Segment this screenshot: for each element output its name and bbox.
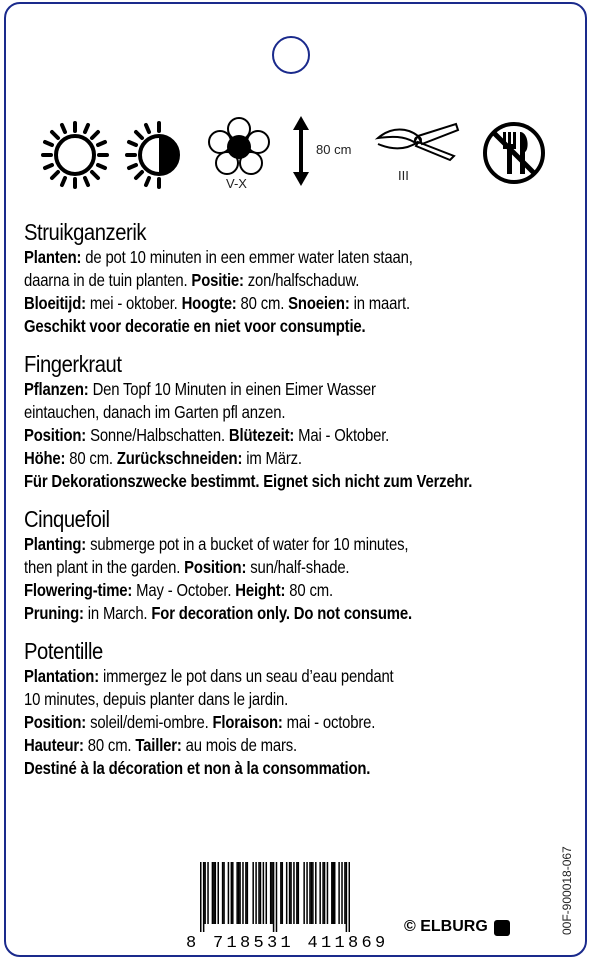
bold-label: Höhe: — [24, 448, 66, 468]
text-run: immergez le pot dans un seau d’eau pendant — [98, 666, 394, 686]
barcode-bar — [207, 862, 209, 924]
barcode-bar — [296, 862, 298, 924]
text-run: then plant in the garden. — [24, 557, 185, 577]
barcode-bar — [293, 862, 295, 924]
barcode — [186, 862, 389, 953]
bold-label: Plantation: — [24, 666, 99, 686]
barcode-bar — [312, 862, 314, 924]
text-run: in maart. — [349, 293, 410, 313]
text-run: sun/half-shade. — [246, 557, 350, 577]
flower-icon — [207, 116, 271, 176]
text-line — [24, 315, 500, 338]
text-run: Den Topf 10 Minuten in einen Eimer Wasser — [88, 379, 376, 399]
barcode-bar — [303, 862, 305, 924]
text-run: submerge pot in a bucket of water for 10 minutes, — [86, 534, 409, 554]
text-line — [24, 533, 500, 556]
bold-label: Positie: — [191, 270, 244, 290]
barcode-bar — [255, 862, 257, 924]
barcode-bar — [333, 862, 335, 924]
barcode-bar — [200, 862, 202, 932]
care-icons-row — [0, 110, 591, 200]
height-arrow-icon — [292, 116, 310, 186]
barcode-bar — [236, 862, 238, 924]
bold-label: For decoration only. Do not consume. — [151, 603, 412, 623]
text-run: im März. — [242, 448, 302, 468]
bold-label: Planting: — [24, 534, 87, 554]
barcode-bar — [203, 862, 205, 932]
barcode-bar — [309, 862, 311, 924]
text-line — [24, 292, 500, 315]
barcode-bar — [258, 862, 260, 924]
bold-label: Tailler: — [135, 735, 182, 755]
not-edible-icon — [481, 120, 547, 186]
barcode-bar — [273, 862, 275, 932]
barcode-bar — [327, 862, 329, 924]
barcode-bar — [213, 862, 215, 924]
barcode-bar — [215, 862, 217, 924]
bold-label: Blütezeit: — [228, 425, 295, 445]
barcode-bar — [334, 862, 336, 924]
barcode-bar — [322, 862, 324, 924]
text-line — [24, 556, 500, 579]
barcode-bar — [217, 862, 219, 924]
barcode-bar — [289, 862, 291, 924]
text-run: au mois de mars. — [181, 735, 298, 755]
product-code: 00F-900018-067 — [560, 846, 574, 935]
bold-label: Height: — [235, 580, 286, 600]
section-title: Cinquefoil — [24, 506, 110, 532]
bold-label: Position: — [24, 425, 87, 445]
barcode-bar — [252, 862, 254, 924]
barcode-bar — [341, 862, 343, 924]
barcode-bar — [271, 862, 273, 924]
text-run: 80 cm. — [236, 293, 289, 313]
barcode-bar — [239, 862, 241, 924]
text-run: May - October. — [132, 580, 236, 600]
barcode-bar — [286, 862, 288, 924]
text-line — [24, 401, 500, 424]
text-line — [24, 688, 500, 711]
bold-label: Position: — [24, 712, 87, 732]
text-line — [24, 424, 500, 447]
barcode-bar — [247, 862, 249, 924]
bold-label: Geschikt voor decoratie en niet voor consumptie. — [24, 316, 366, 336]
text-run: 80 cm. — [65, 448, 117, 468]
barcode-bar — [298, 862, 300, 924]
barcode-bar — [231, 862, 233, 924]
full-sun-icon — [40, 120, 110, 190]
barcode-bar — [338, 862, 340, 924]
barcode-bar — [242, 862, 244, 924]
pruning-shears-icon — [374, 120, 460, 162]
text-run: soleil/demi-ombre. — [86, 712, 213, 732]
hanging-hole — [272, 36, 310, 74]
text-run: Sonne/Halbschatten. — [86, 425, 229, 445]
barcode-bar — [238, 862, 240, 924]
barcode-bar — [270, 862, 272, 924]
height-caption: 80 cm — [316, 142, 352, 157]
bold-label: Position: — [184, 557, 247, 577]
text-line — [24, 734, 500, 757]
barcode-bar — [212, 862, 214, 924]
bold-label: Für Dekorationszwecke bestimmt. Eignet sich nicht zum Verzehr. — [24, 471, 473, 491]
barcode-bar — [232, 862, 234, 924]
pruning-month-caption: III — [398, 168, 409, 183]
barcode-bar — [263, 862, 265, 924]
text-run: de pot 10 minuten in een emmer water laten staan, — [81, 247, 413, 267]
barcode-bar — [315, 862, 317, 924]
section-title: Fingerkraut — [24, 351, 122, 377]
text-run: daarna in de tuin planten. — [24, 270, 192, 290]
barcode-bar — [324, 862, 326, 924]
text-run: eintauchen, danach im Garten pfl anzen. — [24, 402, 286, 422]
text-line — [24, 246, 500, 269]
barcode-bar — [346, 862, 348, 932]
barcode-bar — [280, 862, 282, 924]
text-line — [24, 470, 500, 493]
flowering-months-caption: V-X — [226, 176, 247, 191]
bold-label: Hoogte: — [181, 293, 237, 313]
section-german — [24, 350, 584, 493]
bold-label: Snoeien: — [288, 293, 350, 313]
barcode-bar — [331, 862, 333, 924]
barcode-bar — [349, 862, 350, 932]
bold-label: Floraison: — [212, 712, 283, 732]
text-run: 80 cm. — [285, 580, 333, 600]
barcode-bar — [222, 862, 224, 924]
text-line — [24, 711, 500, 734]
text-run: Mai - Oktober. — [294, 425, 390, 445]
section-dutch — [24, 218, 584, 338]
bold-label: Pflanzen: — [24, 379, 89, 399]
text-line — [24, 665, 500, 688]
text-line — [24, 602, 500, 625]
text-run: zon/halfschaduw. — [243, 270, 360, 290]
text-run: mai - octobre. — [282, 712, 376, 732]
section-english — [24, 505, 584, 625]
barcode-bar — [276, 862, 278, 932]
barcode-bar — [260, 862, 262, 924]
barcode-bar — [282, 862, 284, 924]
barcode-bar — [245, 862, 247, 924]
barcode-bar — [266, 862, 268, 924]
brand-logo: © ELBURG — [404, 918, 488, 935]
text-line — [24, 447, 500, 470]
barcode-bar — [223, 862, 225, 924]
bold-label: Planten: — [24, 247, 82, 267]
barcode-number: 8 718531 411869 — [186, 934, 389, 953]
bold-label: Flowering-time: — [24, 580, 133, 600]
brand-mark-icon — [494, 920, 510, 936]
text-line — [24, 579, 500, 602]
text-run: 80 cm. — [83, 735, 136, 755]
barcode-bar — [306, 862, 308, 924]
section-title: Struikganzerik — [24, 219, 147, 245]
text-line — [24, 269, 500, 292]
barcode-bar — [228, 862, 230, 924]
text-run: mei - oktober. — [85, 293, 182, 313]
half-shade-icon — [124, 120, 194, 190]
barcode-bar — [204, 862, 206, 924]
barcode-bar — [344, 862, 346, 924]
bold-label: Destiné à la décoration et non à la consommation. — [24, 758, 371, 778]
barcode-bar — [290, 862, 292, 924]
section-french — [24, 637, 584, 780]
barcode-bar — [319, 862, 321, 924]
care-instructions — [24, 218, 584, 792]
bold-label: Zurückschneiden: — [116, 448, 243, 468]
text-run: in March. — [83, 603, 152, 623]
bold-label: Hauteur: — [24, 735, 84, 755]
text-line — [24, 757, 500, 780]
section-title: Potentille — [24, 638, 103, 664]
text-run: 10 minutes, depuis planter dans le jardin. — [24, 689, 289, 709]
barcode-bar — [311, 862, 313, 924]
bold-label: Pruning: — [24, 603, 84, 623]
bold-label: Bloeitijd: — [24, 293, 86, 313]
text-line — [24, 378, 500, 401]
barcode-bars — [200, 862, 350, 932]
